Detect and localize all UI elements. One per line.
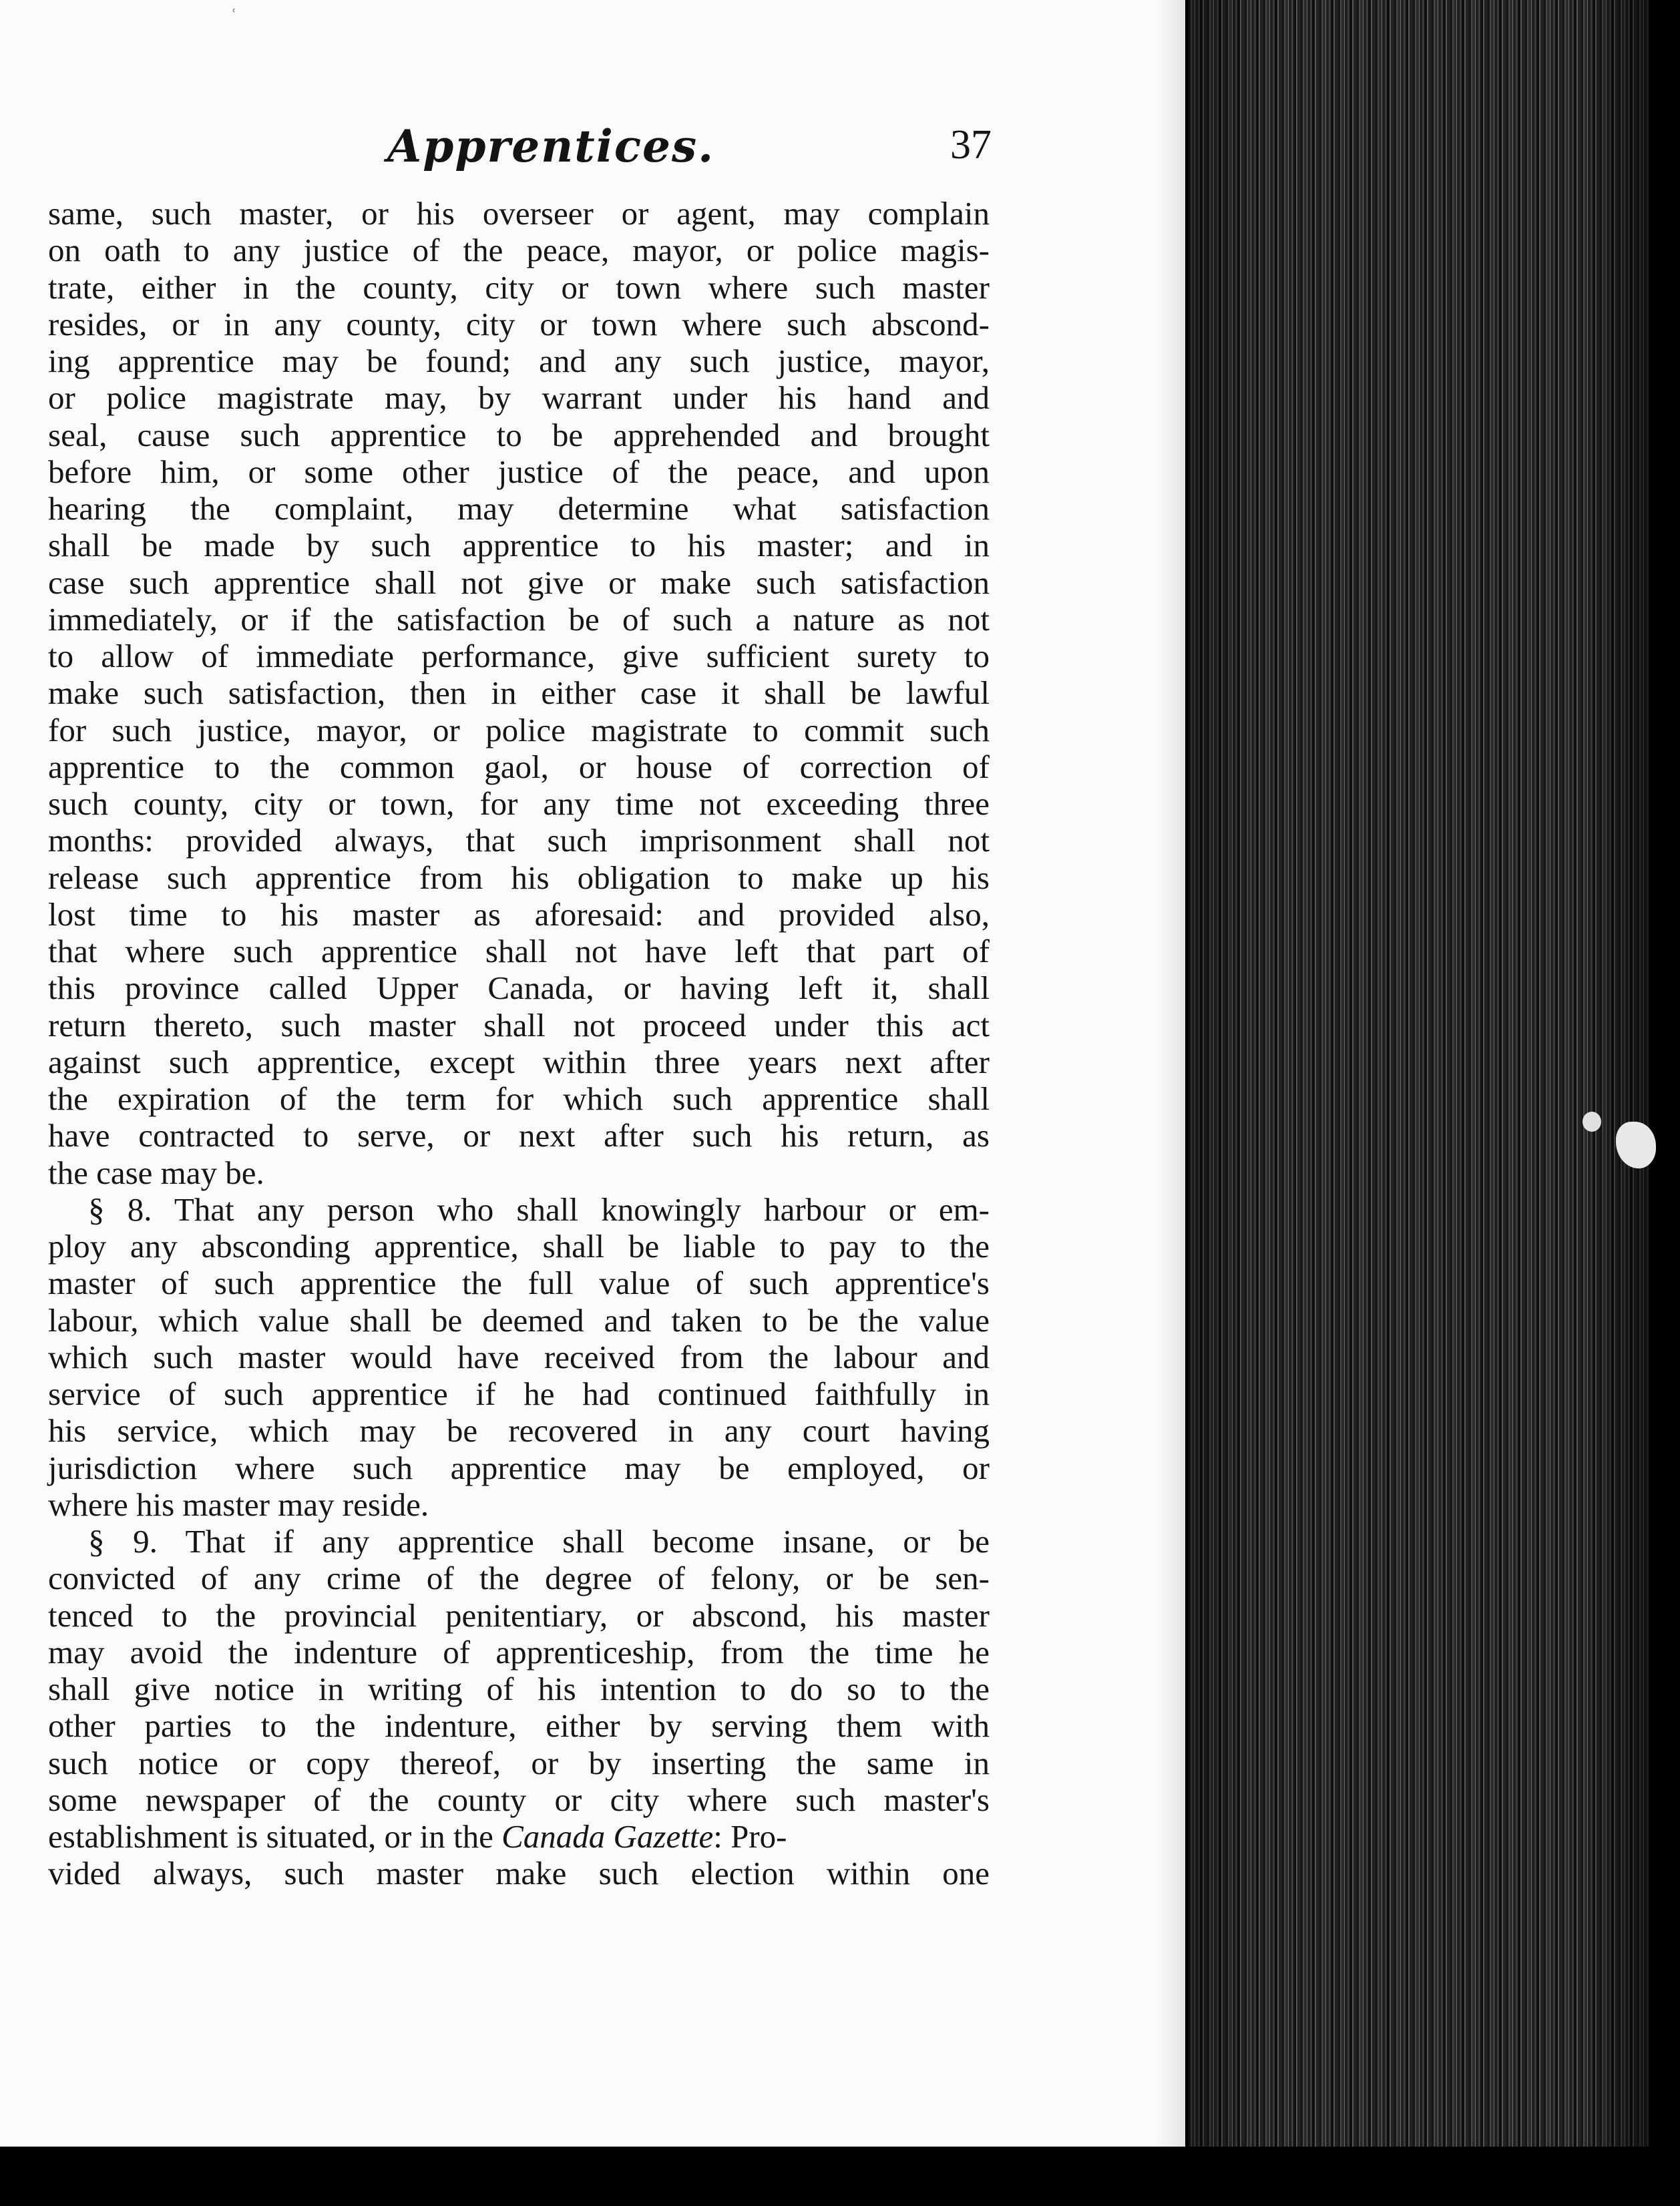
- page-edges-shading: [1189, 0, 1649, 2147]
- text-line: [48, 1818, 990, 1855]
- text-line: return thereto, such master shall not proceed under this act: [48, 1006, 990, 1044]
- text-line: for such justice, mayor, or police magistrate to commit such: [48, 711, 990, 748]
- corner-mark: ʿ: [230, 5, 237, 27]
- text-line: that where such apprentice shall not have left that part of: [48, 933, 990, 969]
- text-line: convicted of any crime of the degree of felony, or be sen-: [48, 1560, 990, 1597]
- text-line: ing apprentice may be found; and any such justice, mayor,: [48, 343, 990, 379]
- text-line: make such satisfaction, then in either case it shall be lawful: [48, 674, 990, 712]
- text-line: resides, or in any county, city or town where such abscond-: [48, 305, 990, 343]
- text-line: release such apprentice from his obligation to make up his: [48, 859, 990, 896]
- body-text: [48, 195, 990, 1892]
- text-line-segment: : Pro-: [713, 1818, 787, 1855]
- text-line: which such master would have received from the labour and: [48, 1338, 990, 1375]
- text-line: vided always, such master make such election within one: [48, 1855, 990, 1892]
- text-line: apprentice to the common gaol, or house of correction of: [48, 748, 990, 785]
- text-line: to allow of immediate performance, give sufficient surety to: [48, 638, 990, 674]
- text-line: may avoid the indenture of apprenticeship, from the time he: [48, 1633, 990, 1671]
- text-line: where his master may reside.: [48, 1486, 429, 1523]
- text-line: tenced to the provincial penitentiary, or abscond, his master: [48, 1596, 990, 1634]
- text-line: on oath to any justice of the peace, mayor, or police magis-: [48, 232, 990, 269]
- text-line: shall be made by such apprentice to his master; and in: [48, 527, 990, 564]
- page-number: 37: [950, 122, 992, 168]
- text-line: the expiration of the term for which such apprentice shall: [48, 1080, 990, 1117]
- text-line: ploy any absconding apprentice, shall be liable to pay to the: [48, 1228, 990, 1265]
- text-line: § 8. That any person who shall knowingly harbour or em-: [88, 1190, 990, 1228]
- text-line: case such apprentice shall not give or make such satisfaction: [48, 564, 990, 601]
- text-line: the case may be.: [48, 1154, 264, 1191]
- text-line: his service, which may be recovered in any court having: [48, 1412, 990, 1450]
- text-line: master of such apprentice the full value of such apprentice's: [48, 1265, 990, 1302]
- text-line: some newspaper of the county or city where such master's: [48, 1781, 990, 1818]
- text-line: such notice or copy thereof, or by inserting the same in: [48, 1744, 990, 1781]
- text-line: jurisdiction where such apprentice may be employed, or: [48, 1449, 990, 1486]
- text-line-segment: establishment is situated, or in the: [48, 1818, 502, 1855]
- text-line: seal, cause such apprentice to be apprehended and brought: [48, 416, 990, 453]
- italic-publication-title: Canada Gazette: [501, 1818, 714, 1855]
- text-line: service of such apprentice if he had continued faithfully in: [48, 1375, 990, 1412]
- text-line: against such apprentice, except within three years next after: [48, 1043, 990, 1080]
- text-line: months: provided always, that such imprisonment shall not: [48, 822, 990, 859]
- text-line: other parties to the indenture, either by serving them with: [48, 1707, 990, 1745]
- text-line: § 9. That if any apprentice shall become insane, or be: [88, 1523, 990, 1560]
- text-line: hearing the complaint, may determine what satisfaction: [48, 490, 990, 527]
- text-line: lost time to his master as aforesaid: and provided also,: [48, 895, 990, 933]
- text-line: labour, which value shall be deemed and taken to be the value: [48, 1301, 990, 1339]
- text-line: such county, city or town, for any time not exceeding three: [48, 785, 990, 822]
- text-line: same, such master, or his overseer or agent, may complain: [48, 195, 990, 232]
- text-line: trate, either in the county, city or town where such master: [48, 268, 990, 306]
- running-head: Apprentices.: [387, 120, 715, 172]
- text-line: or police magistrate may, by warrant under his hand and: [48, 379, 990, 417]
- text-line: shall give notice in writing of his intention to do so to the: [48, 1671, 990, 1707]
- text-line: immediately, or if the satisfaction be of such a nature as not: [48, 600, 990, 638]
- paper-damage-speck-small: [1583, 1112, 1601, 1132]
- page-header: [60, 120, 992, 187]
- text-line: have contracted to serve, or next after such his return, as: [48, 1117, 990, 1154]
- text-line: this province called Upper Canada, or having left it, shall: [48, 969, 990, 1007]
- text-line: before him, or some other justice of the peace, and upon: [48, 453, 990, 490]
